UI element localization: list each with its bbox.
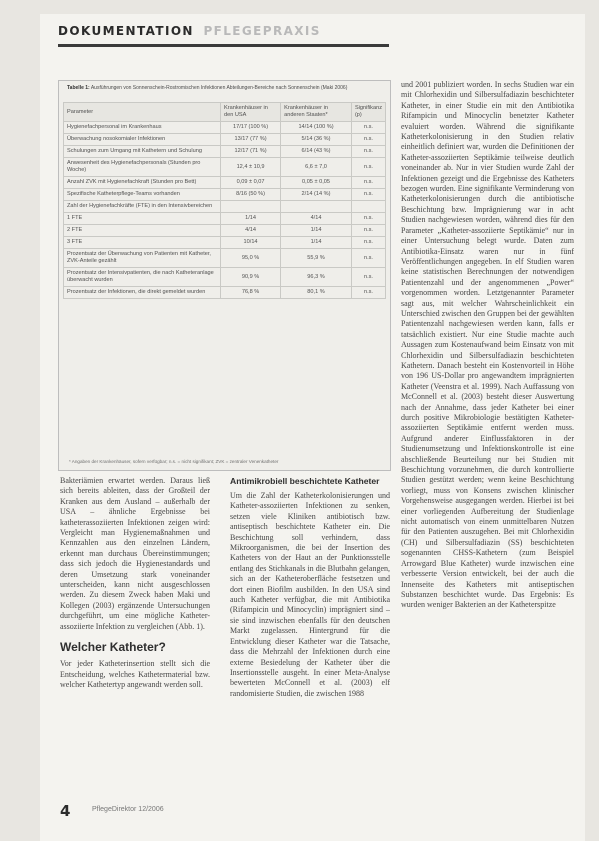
table-row — [64, 158, 386, 177]
table-cell — [221, 201, 281, 213]
table-row — [64, 201, 386, 213]
data-table-box — [58, 80, 391, 471]
publication-source: PflegeDirektor 12/2006 — [92, 806, 164, 813]
table-cell: 80,1 % — [281, 287, 352, 299]
table-cell: Prozentsatz der Intensivpatienten, die nach Katheteranlage überwacht wurden — [64, 268, 221, 287]
table-row — [64, 237, 386, 249]
table-cell: Zahl der Hygienefachkräfte (FTE) in den Intensivbereichen — [64, 201, 221, 213]
section-heading: Welcher Katheter? — [60, 640, 166, 655]
body-paragraph: und 2001 publiziert worden. In sechs Studien war ein mit Chlorhexidin und Silbersulfadiazin beschichteter Katheter, in einer Studie ein mit den Antibiotika Rifampicin und Minocyclin benetzter Katheter evaluiert worden. Während die signifikante Katheterkolonisierung in den Studien relativ einheitlich definiert war, wurden die Definitionen der Katheter-assoziierten Septikämie teilweise deutlich voneinander ab. Nur in vier Studien wurde Zahl der Infektionen gezeigt und die Ergebnisse des Katheters bezogen wurden. Eine signifikante Verminderung von Katheterkolonisierungen durch die antibiotische Beschichtung bzw. Imprägnierung war in acht Studien nachgewiesen worden, während dies für den Parameter „Katheter-assoziierte Septikämie“ nur in einer Untersuchung belegt wurde. Daten zum Antibiotika-Einsatz waren nur in fünf Veröffentlichungen angegeben. In elf Studien waren keine statistischen Berechnungen der notwendigen Patientenzahl und der angenommenen „Power“ vorgenommen worden. Letztgenannter Parameter sagt aus, mit welcher Wahrscheinlichkeit ein Unterschied zwischen den Gruppen bei der gewählten Patientenzahl nachgewiesen werden kann, falls er tatsächlich existiert. Nur eine Studie machte auch Aussagen zum Kostenaufwand beim Einsatz von mit Chlorhexidin und Silbersulfadiazin beschichteten Kathetern. Danach besteht ein Kostenvorteil in Höhe von 196 US-Dollar pro angewandtem imprägnierten Katheter (Veenstra et al. 1999). Nach Auffassung von McConnell et al. (2003) besteht dieser Auswertung nach der Annahme, dass jeder Katheter bei einer durch positive Mikrobiologie bestätigten Katheter-assoziierten Septikämie entfernt werden muss. Aufgrund anderer Einflussfaktoren in der Studienumsetzung und Infektionskontrolle ist eine abschließende Beurteilung nur bei Studien mit Beschichtung vorzunehmen, die durch kontrollierte Studien gestützt werden; wenn keine Beschichtung vorliegt, muss von Konsens zwischen klinischer Vorgehensweise ausgegangen werden. Hierbei ist bei einer vorliegenden Aufbereitung der Studienlage nicht automatisch von einem unmittelbaren Nutzen für den Patienten auszugehen. Bei mit Chlorhexidin (CH) und Silbersulfadiazin (SS) beschichteten sogenannten CHSS-Kathetern (zum Beispiel Arrowgard Blue Katheter) wurde inzwischen eine verbesserte Version entwickelt, bei der auch die Innenseite des Katheters mit antiseptischen Substanzen beschichtet wurde. Das Ergebnis: Es wurden weniger Bakterien an der Katheterspitze — [401, 80, 574, 610]
table-row — [64, 134, 386, 146]
table-cell: Prozentsatz der Überwachung von Patienten mit Katheter, ZVK-Anteile gezählt — [64, 249, 221, 268]
table-header-cell: Signifikanz (p) — [351, 103, 385, 122]
table-cell: 1/14 — [281, 237, 352, 249]
table-cell: Hygienefachpersonal im Krankenhaus — [64, 122, 221, 134]
table-cell: 10/14 — [221, 237, 281, 249]
table-cell: n.s. — [351, 287, 385, 299]
table-cell: 5/14 (36 %) — [281, 134, 352, 146]
table-cell: 13/17 (77 %) — [221, 134, 281, 146]
table-cell: Überwachung nosokomialer Infektionen — [64, 134, 221, 146]
table-caption-text: Ausführungen von Sonnenschein-Rostromischen Infektionen Abteilungen-Bereiche nach Sonnenschein (Maki 2006) — [90, 85, 348, 91]
table-row — [64, 177, 386, 189]
table-row — [64, 287, 386, 299]
page-header — [58, 24, 321, 38]
table-cell: Spezifische Katheterpflege-Teams vorhanden — [64, 189, 221, 201]
table-row — [64, 213, 386, 225]
table-cell: 0,09 ± 0,07 — [221, 177, 281, 189]
table-caption-label: Tabelle 1: — [67, 85, 90, 91]
table-cell: 6,6 ± 7,0 — [281, 158, 352, 177]
table-row — [64, 268, 386, 287]
table-cell: 8/16 (50 %) — [221, 189, 281, 201]
table-cell — [281, 201, 352, 213]
body-paragraph: Bakteriämien erwartet werden. Daraus ließ sich bereits ableiten, dass der Großteil der Kranken aus dem Ausland – außerhalb der USA – ähnliche Ergebnisse bei katheterassoziierten Infektionen zeigen wird: Vergleicht man Hygienemaßnahmen und Kennzahlen aus den einzelnen Ländern, erkennt man durchaus Übereinstimmungen; dass sich jedoch die Hygienestandards und deren Umsetzung stark voneinander unterscheiden, kann nicht ausgeschlossen werden. Zu diesem Zweck haben Maki und Kollegen (2003) ergänzende Untersuchungen durchgeführt, um eine mögliche Katheter-assoziierte Infektion zu vergleichen (Abb. 1). — [60, 476, 210, 631]
section-heading: Antimikrobiell beschichtete Katheter — [230, 476, 380, 486]
table-cell: 12,4 ± 10,9 — [221, 158, 281, 177]
section-title: DOKUMENTATION — [58, 24, 194, 38]
table-header-cell: Parameter — [64, 103, 221, 122]
table-cell: 14/14 (100 %) — [281, 122, 352, 134]
body-paragraph: Vor jeder Katheterinsertion stellt sich die Entscheidung, welches Kathetermaterial bzw. welcher Kathetertyp angewandt werden soll. — [60, 659, 210, 689]
table-cell: 55,9 % — [281, 249, 352, 268]
table-cell: n.s. — [351, 213, 385, 225]
table-cell: 76,8 % — [221, 287, 281, 299]
table-caption — [67, 85, 382, 92]
table-cell: n.s. — [351, 122, 385, 134]
table-cell: 95,0 % — [221, 249, 281, 268]
table-cell: n.s. — [351, 146, 385, 158]
body-paragraph: Um die Zahl der Katheterkolonisierungen und Katheter-assoziierten Infektionen zu senken, setzen viele Kliniken antibiotisch bzw. antiseptisch beschichtete Katheter ein. Die Beschichtung soll verhindern, dass Mikroorganismen, die bei der Insertion des Katheters von der Haut an der Punktionsstelle entlang des Stichkanals in die Blutbahn gelangen, sich an der Katheteroberfläche festsetzen und dort einen Biofilm ausbilden. In den USA sind auch Katheter verfügbar, die mit Antibiotika (Rifampicin und Minocyclin) imprägniert sind – sie sind inzwischen ebenfalls für den deutschen Markt zugelassen. Hintergrund für die Entwicklung dieser Katheter war die Tatsache, dass die Mehrzahl der Infektionen durch eine externe Besiedelung der Katheter über die Insertionsstelle ausgeht. In einer Meta-Analyse bewerteten McConnell et al. (2003) elf randomisierte Studien, die zwischen 1988 — [230, 491, 390, 698]
table-cell: 6/14 (43 %) — [281, 146, 352, 158]
text-column-left — [60, 476, 210, 794]
table-row — [64, 249, 386, 268]
table-cell: Prozentsatz der Infektionen, die direkt gemeldet wurden — [64, 287, 221, 299]
table-cell: 1/14 — [281, 225, 352, 237]
table-cell: 4/14 — [281, 213, 352, 225]
table-cell: 4/14 — [221, 225, 281, 237]
table-cell: Anzahl ZVK mit Hygienefachkraft (Stunden pro Bett) — [64, 177, 221, 189]
table-cell: n.s. — [351, 225, 385, 237]
table-row — [64, 146, 386, 158]
table-row — [64, 122, 386, 134]
table-row — [64, 189, 386, 201]
table-cell: Anwesenheit des Hygienefachpersonals (Stunden pro Woche) — [64, 158, 221, 177]
table-cell: 2/14 (14 %) — [281, 189, 352, 201]
table-cell: 17/17 (100 %) — [221, 122, 281, 134]
subsection-title: PFLEGEPRAXIS — [203, 24, 321, 38]
table-cell: n.s. — [351, 268, 385, 287]
table-cell: 1/14 — [221, 213, 281, 225]
data-table — [63, 102, 386, 299]
table-cell: n.s. — [351, 237, 385, 249]
table-cell: n.s. — [351, 189, 385, 201]
table-cell: 3 FTE — [64, 237, 221, 249]
table-cell: 2 FTE — [64, 225, 221, 237]
table-cell: 96,3 % — [281, 268, 352, 287]
table-cell: n.s. — [351, 134, 385, 146]
table-header-row — [64, 103, 386, 122]
page-number: 4 — [60, 802, 71, 820]
table-cell: Schulungen zum Umgang mit Kathetern und Schulung — [64, 146, 221, 158]
text-column-right — [401, 80, 574, 798]
table-cell — [351, 201, 385, 213]
table-cell: 90,9 % — [221, 268, 281, 287]
table-header-cell: Krankenhäuser in anderen Staaten* — [281, 103, 352, 122]
table-cell: 1 FTE — [64, 213, 221, 225]
table-row — [64, 225, 386, 237]
table-cell: n.s. — [351, 249, 385, 268]
table-cell: n.s. — [351, 158, 385, 177]
table-cell: 12/17 (71 %) — [221, 146, 281, 158]
table-cell: 0,05 ± 0,05 — [281, 177, 352, 189]
table-cell: n.s. — [351, 177, 385, 189]
text-column-middle — [230, 476, 390, 794]
table-footnote: * Angaben der Krankenhäuser, sofern verfügbar; n.s. = nicht signifikant; ZVK = zentraler Venenkatheter — [69, 459, 279, 464]
table-header-cell: Krankenhäuser in den USA — [221, 103, 281, 122]
header-rule — [58, 44, 389, 47]
